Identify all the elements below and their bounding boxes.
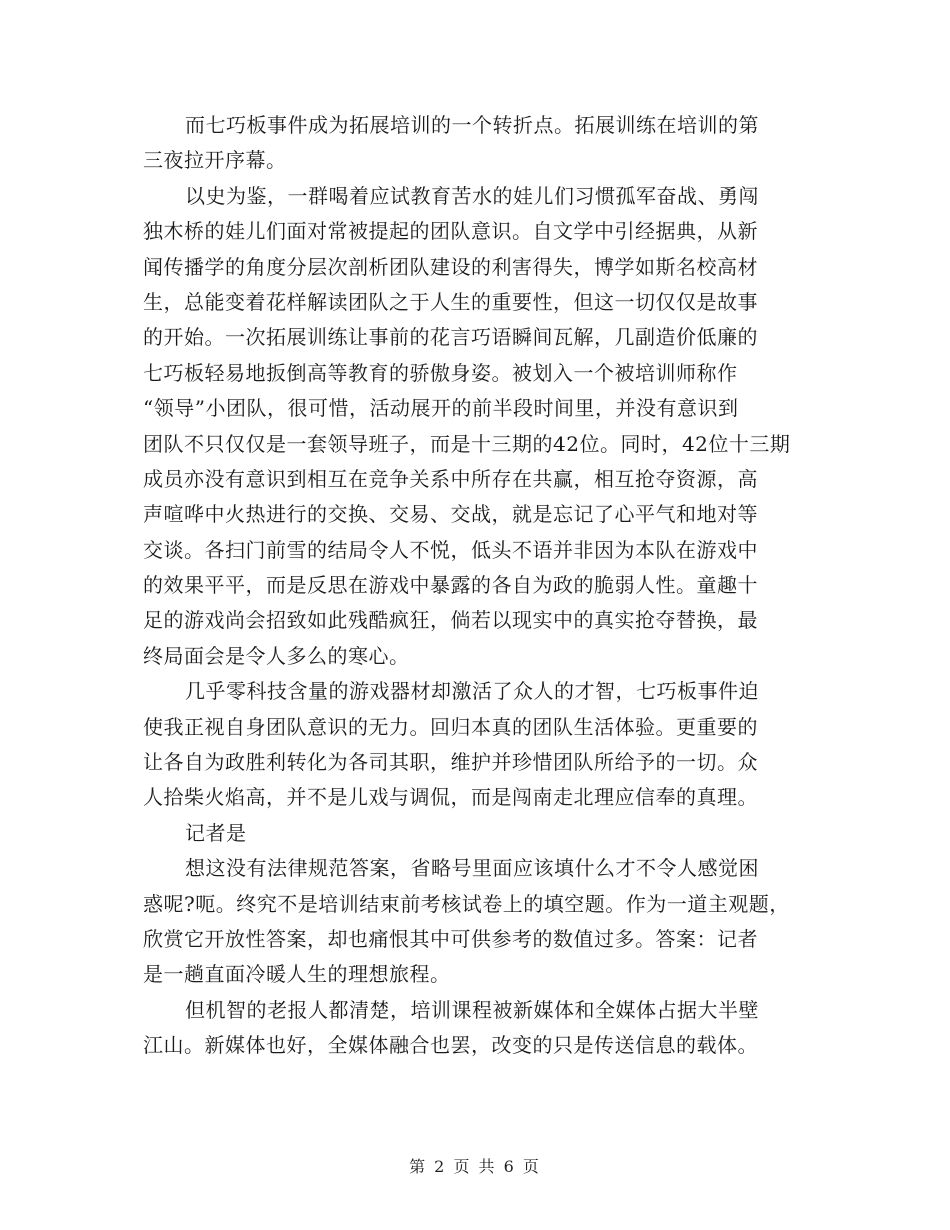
text-line: 惑呢?呃。终究不是培训结束前考核试卷上的填空题。作为一道主观题， [143,891,790,916]
text-line: 团队不只仅仅是一套领导班子，而是十三期的42位。同时，42位十三期 [143,431,791,456]
text-line: 但机智的老报人都清楚，培训课程被新媒体和全媒体占据大半壁 [185,997,759,1022]
text-line: 人拾柴火焰高，并不是儿戏与调侃，而是闯南走北理应信奉的真理。 [143,785,758,810]
text-line: 独木桥的娃儿们面对常被提起的团队意识。自文学中引经据典，从新 [143,219,758,244]
text-line: 欣赏它开放性答案，却也痛恨其中可供参考的数值过多。答案：记者 [143,926,758,951]
text-line: 闻传播学的角度分层次剖析团队建设的利害得失，博学如斯名校高材 [143,254,758,279]
text-line: 想这没有法律规范答案，省略号里面应该填什么才不令人感觉困 [185,856,759,881]
text-line: 声喧哗中火热进行的交换、交易、交战，就是忘记了心平气和地对等 [143,502,758,527]
text-line: 终局面会是令人多么的寒心。 [143,643,410,668]
text-line: 三夜拉开序幕。 [143,148,287,173]
text-line: 交谈。各扫门前雪的结局令人不悦，低头不语并非因为本队在游戏中 [143,537,758,562]
text-line: 而七巧板事件成为拓展培训的一个转折点。拓展训练在培训的第 [185,113,759,137]
document-body [143,108,813,1064]
text-line: 成员亦没有意识到相互在竞争关系中所存在共赢，相互抢夺资源，高 [143,466,758,491]
text-line: 使我正视自身团队意识的无力。回归本真的团队生活体验。更重要的 [143,714,758,739]
text-line: 记者是 [185,820,247,845]
text-line: 七巧板轻易地扳倒高等教育的骄傲身姿。被划入一个被培训师称作 [143,360,738,385]
text-line: 几乎零科技含量的游戏器材却激活了众人的才智，七巧板事件迫 [185,679,759,704]
text-line: 是一趟直面冷暖人生的理想旅程。 [143,962,451,987]
page-number-footer: 第 2 页 共 6 页 [409,1157,541,1176]
text-line: 生，总能变着花样解读团队之于人生的重要性，但这一切仅仅是故事 [143,289,758,314]
text-line: 足的游戏尚会招致如此残酷疯狂，倘若以现实中的真实抢夺替换，最 [143,608,758,633]
text-line: 的开始。一次拓展训练让事前的花言巧语瞬间瓦解，几副造价低廉的 [143,325,758,350]
text-line: “领导”小团队，很可惜，活动展开的前半段时间里，并没有意识到 [143,396,739,421]
text-line: 江山。新媒体也好，全媒体融合也罢，改变的只是传送信息的载体。 [143,1033,758,1058]
text-line: 以史为鉴，一群喝着应试教育苦水的娃儿们习惯孤军奋战、勇闯 [185,183,759,208]
text-line: 的效果平平，而是反思在游戏中暴露的各自为政的脆弱人性。童趣十 [143,573,758,598]
text-line: 让各自为政胜利转化为各司其职，维护并珍惜团队所给予的一切。众 [143,750,758,775]
